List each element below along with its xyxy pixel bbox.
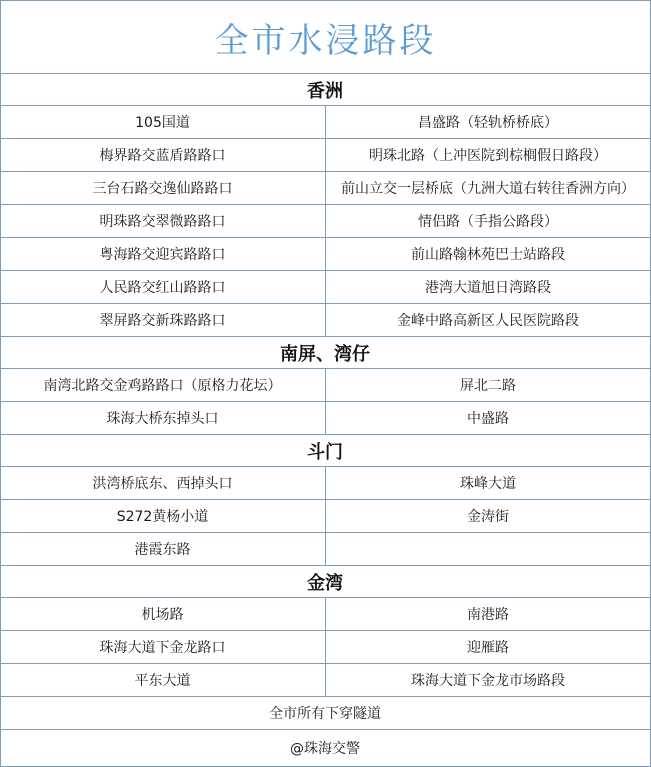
- table-row: [0, 500, 651, 533]
- road-cell: 昌盛路（轻轨桥桥底）: [326, 106, 651, 139]
- table-row: [0, 106, 651, 139]
- road-cell: 港霞东路: [0, 533, 326, 566]
- road-cell: 前山路翰林苑巴士站路段: [326, 238, 651, 271]
- all-tunnels-cell: 全市所有下穿隧道: [0, 697, 651, 730]
- road-cell: 机场路: [0, 598, 326, 631]
- section-header-row: [0, 74, 651, 106]
- road-cell: 平东大道: [0, 664, 326, 697]
- road-cell: 洪湾桥底东、西掉头口: [0, 467, 326, 500]
- road-cell: 珠峰大道: [326, 467, 651, 500]
- source-credit: @珠海交警: [0, 730, 651, 767]
- table-row: [0, 631, 651, 664]
- table-row: [0, 139, 651, 172]
- road-cell: 翠屏路交新珠路路口: [0, 304, 326, 337]
- road-cell: 105国道: [0, 106, 326, 139]
- road-cell: 珠海大道下金龙市场路段: [326, 664, 651, 697]
- section-header-row: [0, 566, 651, 598]
- road-cell: 人民路交红山路路口: [0, 271, 326, 304]
- table-title: 全市水浸路段: [0, 0, 651, 74]
- road-cell: 中盛路: [326, 402, 651, 435]
- section-header: 金湾: [0, 566, 651, 598]
- road-cell: S272黄杨小道: [0, 500, 326, 533]
- road-cell: 三台石路交逸仙路路口: [0, 172, 326, 205]
- road-cell: 金涛街: [326, 500, 651, 533]
- road-cell: 情侣路（手指公路段）: [326, 205, 651, 238]
- table-row: [0, 205, 651, 238]
- table-row: [0, 467, 651, 500]
- table-row: [0, 533, 651, 566]
- road-cell: 珠海大道下金龙路口: [0, 631, 326, 664]
- road-cell: 明珠路交翠微路路口: [0, 205, 326, 238]
- road-cell: 粤海路交迎宾路路口: [0, 238, 326, 271]
- road-cell: 金峰中路高新区人民医院路段: [326, 304, 651, 337]
- road-cell: [326, 533, 651, 566]
- table-row: [0, 172, 651, 205]
- footer-row: [0, 730, 651, 767]
- section-header: 斗门: [0, 435, 651, 467]
- road-cell: 南湾北路交金鸡路路口（原格力花坛）: [0, 369, 326, 402]
- footer-row: [0, 697, 651, 730]
- table-row: [0, 664, 651, 697]
- road-cell: 港湾大道旭日湾路段: [326, 271, 651, 304]
- road-cell: 前山立交一层桥底（九洲大道右转往香洲方向）: [326, 172, 651, 205]
- table-row: [0, 304, 651, 337]
- table-row: [0, 369, 651, 402]
- section-header: 南屏、湾仔: [0, 337, 651, 369]
- table-left-border: [0, 0, 1, 767]
- section-header: 香洲: [0, 74, 651, 106]
- table-row: [0, 271, 651, 304]
- road-cell: 迎雁路: [326, 631, 651, 664]
- road-cell: 珠海大桥东掉头口: [0, 402, 326, 435]
- road-cell: 南港路: [326, 598, 651, 631]
- table-row: [0, 238, 651, 271]
- road-cell: 屏北二路: [326, 369, 651, 402]
- section-header-row: [0, 337, 651, 369]
- table-row: [0, 402, 651, 435]
- section-header-row: [0, 435, 651, 467]
- table-row: [0, 598, 651, 631]
- road-cell: 明珠北路（上冲医院到棕榈假日路段）: [326, 139, 651, 172]
- road-cell: 梅界路交蓝盾路路口: [0, 139, 326, 172]
